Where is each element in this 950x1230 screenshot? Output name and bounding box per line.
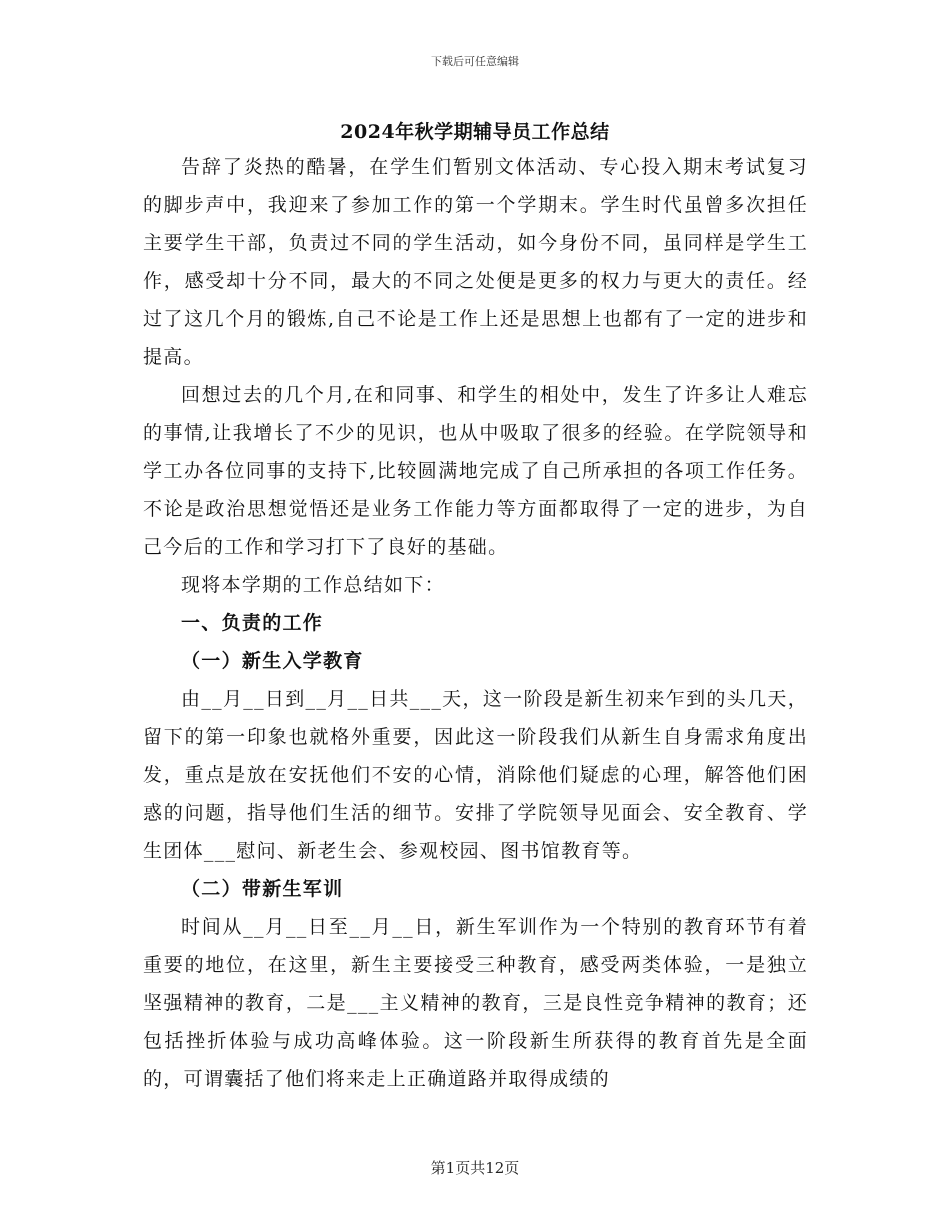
paragraph-intro: 告辞了炎热的酷暑，在学生们暂别文体活动、专心投入期末考试复习的脚步声中，我迎来了参加工作的第一个学期末。学生时代虽曾多次担任主要学生干部，负责过不同的学生活动，如今身份不同，虽同样是学生工作，感受却十分不同，最大的不同之处便是更多的权力与更大的责任。经过了这几个月的锻炼,自己不论是工作上还是思想上也都有了一定的进步和提高。 [143,156,808,368]
document-body [143,148,808,1098]
page-number: 第1页共12页 [430,1159,520,1177]
section-heading-responsibilities: 一、负责的工作 [181,612,324,634]
paragraph-orientation: 由__月__日到__月__日共___天，这一阶段是新生初来乍到的头几天，留下的第一印象也就格外重要，因此这一阶段我们从新生自身需求角度出发，重点是放在安抚他们不安的心情，消除他们疑虑的心理，解答他们困惑的问题，指导他们生活的细节。安排了学院领导见面会、安全教育、学生团体___慰问、新老生会、参观校园、图书馆教育等。 [143,688,808,862]
subsection-heading-military-training: （二）带新生军训 [181,878,344,900]
paragraph-review: 回想过去的几个月,在和同事、和学生的相处中，发生了许多让人难忘的事情,让我增长了不少的见识，也从中吸取了很多的经验。在学院领导和学工办各位同事的支持下,比较圆满地完成了自己所承担的各项工作任务。不论是政治思想觉悟还是业务工作能力等方面都取得了一定的进步，为自己今后的工作和学习打下了良好的基础。 [143,384,808,558]
subsection-heading-orientation: （一）新生入学教育 [181,650,364,672]
paragraph-military-training: 时间从__月__日至__月__日，新生军训作为一个特别的教育环节有着重要的地位，在这里，新生主要接受三种教育，感受两类体验，一是独立坚强精神的教育，二是___主义精神的教育，三是良性竞争精神的教育；还包括挫折体验与成功高峰体验。这一阶段新生所获得的教育首先是全面的，可谓囊括了他们将来走上正确道路并取得成绩的 [143,916,808,1090]
paragraph-summary-lead: 现将本学期的工作总结如下： [181,574,445,596]
document-title: 2024年秋学期辅导员工作总结 [340,121,610,143]
page-header-note: 下载后可任意编辑 [431,55,519,68]
